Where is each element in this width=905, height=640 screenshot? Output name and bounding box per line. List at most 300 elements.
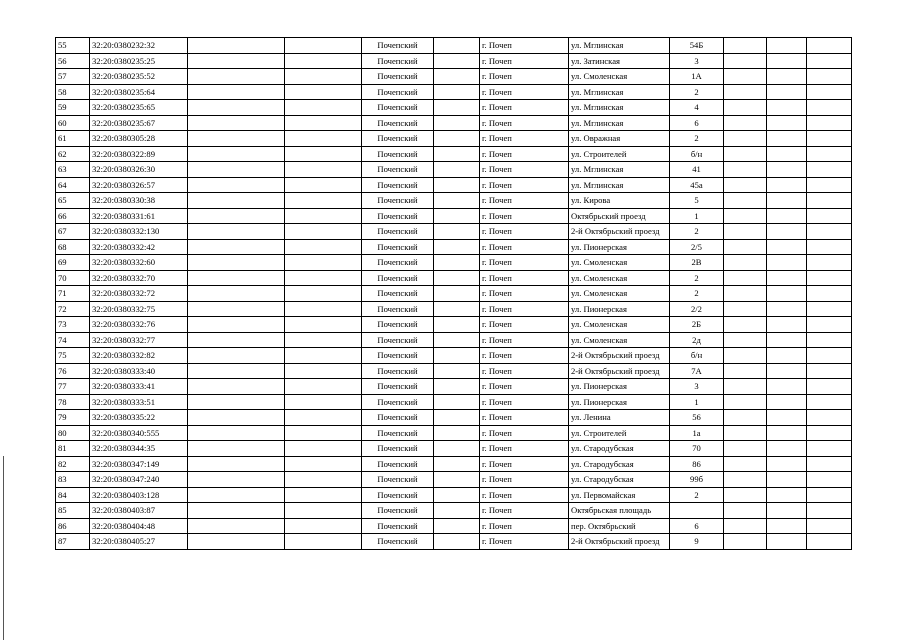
- empty-cell: [434, 224, 480, 240]
- empty-cell: [188, 534, 285, 550]
- empty-cell: [285, 472, 362, 488]
- district-cell: Почепский: [362, 379, 434, 395]
- empty-cell: [807, 518, 852, 534]
- street-cell: ул. Смоленская: [569, 270, 670, 286]
- empty-cell: [724, 53, 767, 69]
- cadastral-number-cell: 32:20:0380235:65: [90, 100, 188, 116]
- empty-cell: [807, 332, 852, 348]
- empty-cell: [807, 115, 852, 131]
- empty-cell: [767, 363, 807, 379]
- empty-cell: [434, 270, 480, 286]
- empty-cell: [188, 193, 285, 209]
- locality-cell: г. Почеп: [480, 332, 569, 348]
- row-number-cell: 76: [56, 363, 90, 379]
- empty-cell: [188, 363, 285, 379]
- empty-cell: [807, 441, 852, 457]
- house-number-cell: 2Б: [670, 317, 724, 333]
- empty-cell: [767, 146, 807, 162]
- empty-cell: [807, 270, 852, 286]
- locality-cell: г. Почеп: [480, 363, 569, 379]
- empty-cell: [807, 317, 852, 333]
- empty-cell: [285, 255, 362, 271]
- street-cell: пер. Октябрьский: [569, 518, 670, 534]
- empty-cell: [285, 379, 362, 395]
- house-number-cell: 1: [670, 208, 724, 224]
- cadastral-number-cell: 32:20:0380340:555: [90, 425, 188, 441]
- house-number-cell: 86: [670, 456, 724, 472]
- empty-cell: [188, 38, 285, 54]
- empty-cell: [285, 410, 362, 426]
- empty-cell: [434, 317, 480, 333]
- district-cell: Почепский: [362, 286, 434, 302]
- row-number-cell: 64: [56, 177, 90, 193]
- empty-cell: [724, 487, 767, 503]
- empty-cell: [434, 363, 480, 379]
- empty-cell: [188, 131, 285, 147]
- empty-cell: [434, 332, 480, 348]
- row-number-cell: 66: [56, 208, 90, 224]
- house-number-cell: 41: [670, 162, 724, 178]
- cadastral-number-cell: 32:20:0380403:87: [90, 503, 188, 519]
- row-number-cell: 71: [56, 286, 90, 302]
- row-number-cell: 72: [56, 301, 90, 317]
- empty-cell: [285, 518, 362, 534]
- empty-cell: [434, 38, 480, 54]
- table-row: [56, 394, 852, 410]
- empty-cell: [767, 53, 807, 69]
- empty-cell: [188, 53, 285, 69]
- empty-cell: [807, 69, 852, 85]
- row-number-cell: 77: [56, 379, 90, 395]
- empty-cell: [767, 38, 807, 54]
- empty-cell: [285, 348, 362, 364]
- empty-cell: [285, 270, 362, 286]
- empty-cell: [285, 38, 362, 54]
- empty-cell: [724, 317, 767, 333]
- district-cell: Почепский: [362, 317, 434, 333]
- empty-cell: [188, 208, 285, 224]
- empty-cell: [285, 162, 362, 178]
- empty-cell: [724, 410, 767, 426]
- row-number-cell: 85: [56, 503, 90, 519]
- empty-cell: [767, 379, 807, 395]
- table-row: [56, 441, 852, 457]
- row-number-cell: 56: [56, 53, 90, 69]
- district-cell: Почепский: [362, 193, 434, 209]
- district-cell: Почепский: [362, 503, 434, 519]
- empty-cell: [188, 100, 285, 116]
- empty-cell: [807, 348, 852, 364]
- street-cell: ул. Мглинская: [569, 162, 670, 178]
- cadastral-number-cell: 32:20:0380332:77: [90, 332, 188, 348]
- empty-cell: [188, 394, 285, 410]
- empty-cell: [188, 239, 285, 255]
- empty-cell: [807, 193, 852, 209]
- empty-cell: [434, 441, 480, 457]
- empty-cell: [434, 208, 480, 224]
- empty-cell: [767, 193, 807, 209]
- table-row: [56, 131, 852, 147]
- empty-cell: [724, 69, 767, 85]
- empty-cell: [434, 379, 480, 395]
- row-number-cell: 81: [56, 441, 90, 457]
- table-row: [56, 69, 852, 85]
- empty-cell: [285, 224, 362, 240]
- row-number-cell: 78: [56, 394, 90, 410]
- empty-cell: [434, 503, 480, 519]
- district-cell: Почепский: [362, 162, 434, 178]
- empty-cell: [434, 84, 480, 100]
- empty-cell: [188, 456, 285, 472]
- street-cell: ул. Пионерская: [569, 301, 670, 317]
- street-cell: Октябрьская площадь: [569, 503, 670, 519]
- house-number-cell: 2: [670, 224, 724, 240]
- empty-cell: [724, 363, 767, 379]
- table-row: [56, 286, 852, 302]
- empty-cell: [188, 84, 285, 100]
- empty-cell: [767, 162, 807, 178]
- empty-cell: [285, 301, 362, 317]
- street-cell: ул. Строителей: [569, 425, 670, 441]
- street-cell: ул. Пионерская: [569, 379, 670, 395]
- table-row: [56, 456, 852, 472]
- cadastral-number-cell: 32:20:0380347:149: [90, 456, 188, 472]
- house-number-cell: 2: [670, 487, 724, 503]
- street-cell: 2-й Октябрьский проезд: [569, 534, 670, 550]
- district-cell: Почепский: [362, 270, 434, 286]
- street-cell: ул. Стародубская: [569, 472, 670, 488]
- empty-cell: [807, 425, 852, 441]
- empty-cell: [807, 379, 852, 395]
- street-cell: ул. Смоленская: [569, 255, 670, 271]
- empty-cell: [724, 177, 767, 193]
- empty-cell: [724, 379, 767, 395]
- empty-cell: [767, 348, 807, 364]
- empty-cell: [767, 472, 807, 488]
- street-cell: ул. Мглинская: [569, 115, 670, 131]
- street-cell: ул. Мглинская: [569, 177, 670, 193]
- row-number-cell: 65: [56, 193, 90, 209]
- empty-cell: [724, 270, 767, 286]
- empty-cell: [807, 410, 852, 426]
- empty-cell: [724, 193, 767, 209]
- house-number-cell: 2/5: [670, 239, 724, 255]
- district-cell: Почепский: [362, 425, 434, 441]
- table-row: [56, 332, 852, 348]
- district-cell: Почепский: [362, 255, 434, 271]
- district-cell: Почепский: [362, 208, 434, 224]
- cadastral-number-cell: 32:20:0380235:64: [90, 84, 188, 100]
- empty-cell: [434, 487, 480, 503]
- empty-cell: [285, 332, 362, 348]
- empty-cell: [434, 286, 480, 302]
- district-cell: Почепский: [362, 177, 434, 193]
- empty-cell: [724, 441, 767, 457]
- empty-cell: [285, 146, 362, 162]
- table-row: [56, 379, 852, 395]
- empty-cell: [434, 301, 480, 317]
- district-cell: Почепский: [362, 301, 434, 317]
- row-number-cell: 80: [56, 425, 90, 441]
- row-number-cell: 74: [56, 332, 90, 348]
- cadastral-number-cell: 32:20:0380332:82: [90, 348, 188, 364]
- table-row: [56, 472, 852, 488]
- empty-cell: [188, 317, 285, 333]
- empty-cell: [724, 286, 767, 302]
- district-cell: Почепский: [362, 239, 434, 255]
- table-row: [56, 193, 852, 209]
- street-cell: 2-й Октябрьский проезд: [569, 348, 670, 364]
- empty-cell: [434, 255, 480, 271]
- cadastral-number-cell: 32:20:0380326:57: [90, 177, 188, 193]
- locality-cell: г. Почеп: [480, 115, 569, 131]
- table-row: [56, 177, 852, 193]
- empty-cell: [188, 286, 285, 302]
- cadastral-number-cell: 32:20:0380235:52: [90, 69, 188, 85]
- street-cell: ул. Смоленская: [569, 286, 670, 302]
- empty-cell: [434, 348, 480, 364]
- empty-cell: [724, 208, 767, 224]
- empty-cell: [434, 518, 480, 534]
- empty-cell: [285, 503, 362, 519]
- empty-cell: [188, 487, 285, 503]
- empty-cell: [724, 301, 767, 317]
- house-number-cell: 70: [670, 441, 724, 457]
- empty-cell: [807, 208, 852, 224]
- locality-cell: г. Почеп: [480, 441, 569, 457]
- locality-cell: г. Почеп: [480, 193, 569, 209]
- empty-cell: [767, 69, 807, 85]
- district-cell: Почепский: [362, 131, 434, 147]
- district-cell: Почепский: [362, 394, 434, 410]
- empty-cell: [724, 131, 767, 147]
- house-number-cell: 2: [670, 84, 724, 100]
- empty-cell: [188, 162, 285, 178]
- street-cell: ул. Кирова: [569, 193, 670, 209]
- street-cell: ул. Строителей: [569, 146, 670, 162]
- empty-cell: [807, 100, 852, 116]
- empty-cell: [285, 208, 362, 224]
- empty-cell: [434, 100, 480, 116]
- empty-cell: [188, 472, 285, 488]
- empty-cell: [807, 177, 852, 193]
- locality-cell: г. Почеп: [480, 208, 569, 224]
- cadastral-number-cell: 32:20:0380347:240: [90, 472, 188, 488]
- street-cell: ул. Стародубская: [569, 456, 670, 472]
- empty-cell: [724, 146, 767, 162]
- row-number-cell: 70: [56, 270, 90, 286]
- empty-cell: [724, 115, 767, 131]
- empty-cell: [724, 162, 767, 178]
- row-number-cell: 69: [56, 255, 90, 271]
- row-number-cell: 73: [56, 317, 90, 333]
- empty-cell: [285, 456, 362, 472]
- empty-cell: [767, 224, 807, 240]
- empty-cell: [724, 332, 767, 348]
- cadastral-number-cell: 32:20:0380403:128: [90, 487, 188, 503]
- empty-cell: [767, 115, 807, 131]
- empty-cell: [724, 84, 767, 100]
- empty-cell: [285, 394, 362, 410]
- row-number-cell: 61: [56, 131, 90, 147]
- empty-cell: [807, 146, 852, 162]
- empty-cell: [724, 394, 767, 410]
- district-cell: Почепский: [362, 224, 434, 240]
- locality-cell: г. Почеп: [480, 255, 569, 271]
- district-cell: Почепский: [362, 518, 434, 534]
- empty-cell: [285, 115, 362, 131]
- empty-cell: [285, 53, 362, 69]
- house-number-cell: 2: [670, 270, 724, 286]
- locality-cell: г. Почеп: [480, 301, 569, 317]
- table-body: [56, 38, 852, 550]
- street-cell: ул. Смоленская: [569, 332, 670, 348]
- table-row: [56, 348, 852, 364]
- empty-cell: [188, 441, 285, 457]
- empty-cell: [724, 239, 767, 255]
- locality-cell: г. Почеп: [480, 379, 569, 395]
- locality-cell: г. Почеп: [480, 131, 569, 147]
- cadastral-number-cell: 32:20:0380332:130: [90, 224, 188, 240]
- row-number-cell: 82: [56, 456, 90, 472]
- locality-cell: г. Почеп: [480, 518, 569, 534]
- empty-cell: [285, 286, 362, 302]
- empty-cell: [767, 332, 807, 348]
- empty-cell: [724, 224, 767, 240]
- table-row: [56, 317, 852, 333]
- table-row: [56, 84, 852, 100]
- locality-cell: г. Почеп: [480, 503, 569, 519]
- empty-cell: [188, 115, 285, 131]
- district-cell: Почепский: [362, 472, 434, 488]
- empty-cell: [767, 394, 807, 410]
- empty-cell: [188, 177, 285, 193]
- empty-cell: [807, 255, 852, 271]
- house-number-cell: 1а: [670, 425, 724, 441]
- empty-cell: [807, 301, 852, 317]
- house-number-cell: 1: [670, 394, 724, 410]
- street-cell: ул. Мглинская: [569, 84, 670, 100]
- district-cell: Почепский: [362, 332, 434, 348]
- house-number-cell: 56: [670, 410, 724, 426]
- empty-cell: [724, 348, 767, 364]
- empty-cell: [188, 270, 285, 286]
- row-number-cell: 63: [56, 162, 90, 178]
- empty-cell: [724, 425, 767, 441]
- locality-cell: г. Почеп: [480, 100, 569, 116]
- row-number-cell: 86: [56, 518, 90, 534]
- empty-cell: [767, 100, 807, 116]
- empty-cell: [767, 177, 807, 193]
- empty-cell: [434, 472, 480, 488]
- locality-cell: г. Почеп: [480, 394, 569, 410]
- district-cell: Почепский: [362, 53, 434, 69]
- empty-cell: [807, 53, 852, 69]
- district-cell: Почепский: [362, 441, 434, 457]
- house-number-cell: 2д: [670, 332, 724, 348]
- table-row: [56, 239, 852, 255]
- row-number-cell: 67: [56, 224, 90, 240]
- empty-cell: [285, 534, 362, 550]
- street-cell: ул. Пионерская: [569, 394, 670, 410]
- locality-cell: г. Почеп: [480, 487, 569, 503]
- empty-cell: [188, 301, 285, 317]
- district-cell: Почепский: [362, 363, 434, 379]
- locality-cell: г. Почеп: [480, 425, 569, 441]
- table-row: [56, 115, 852, 131]
- empty-cell: [434, 115, 480, 131]
- empty-cell: [807, 162, 852, 178]
- cadastral-number-cell: 32:20:0380305:28: [90, 131, 188, 147]
- house-number-cell: 54Б: [670, 38, 724, 54]
- empty-cell: [434, 193, 480, 209]
- empty-cell: [188, 146, 285, 162]
- empty-cell: [188, 224, 285, 240]
- empty-cell: [767, 239, 807, 255]
- district-cell: Почепский: [362, 410, 434, 426]
- empty-cell: [188, 518, 285, 534]
- house-number-cell: 4: [670, 100, 724, 116]
- table-row: [56, 534, 852, 550]
- house-number-cell: 7А: [670, 363, 724, 379]
- district-cell: Почепский: [362, 487, 434, 503]
- house-number-cell: 5: [670, 193, 724, 209]
- cadastral-number-cell: 32:20:0380322:89: [90, 146, 188, 162]
- table-row: [56, 38, 852, 54]
- locality-cell: г. Почеп: [480, 177, 569, 193]
- district-cell: Почепский: [362, 38, 434, 54]
- street-cell: ул. Смоленская: [569, 317, 670, 333]
- house-number-cell: 45а: [670, 177, 724, 193]
- cadastral-number-cell: 32:20:0380332:76: [90, 317, 188, 333]
- empty-cell: [285, 100, 362, 116]
- empty-cell: [767, 317, 807, 333]
- empty-cell: [807, 394, 852, 410]
- table-row: [56, 425, 852, 441]
- table-row: [56, 301, 852, 317]
- street-cell: 2-й Октябрьский проезд: [569, 363, 670, 379]
- district-cell: Почепский: [362, 348, 434, 364]
- row-number-cell: 58: [56, 84, 90, 100]
- empty-cell: [767, 270, 807, 286]
- empty-cell: [807, 38, 852, 54]
- cadastral-number-cell: 32:20:0380333:41: [90, 379, 188, 395]
- empty-cell: [807, 239, 852, 255]
- row-number-cell: 62: [56, 146, 90, 162]
- empty-cell: [724, 100, 767, 116]
- empty-cell: [188, 332, 285, 348]
- empty-cell: [807, 456, 852, 472]
- empty-cell: [724, 534, 767, 550]
- empty-cell: [434, 410, 480, 426]
- house-number-cell: 2В: [670, 255, 724, 271]
- district-cell: Почепский: [362, 456, 434, 472]
- empty-cell: [807, 472, 852, 488]
- locality-cell: г. Почеп: [480, 270, 569, 286]
- locality-cell: г. Почеп: [480, 146, 569, 162]
- table-row: [56, 162, 852, 178]
- empty-cell: [285, 487, 362, 503]
- empty-cell: [724, 456, 767, 472]
- empty-cell: [434, 239, 480, 255]
- row-number-cell: 87: [56, 534, 90, 550]
- table-row: [56, 100, 852, 116]
- street-cell: ул. Ленина: [569, 410, 670, 426]
- district-cell: Почепский: [362, 100, 434, 116]
- row-number-cell: 60: [56, 115, 90, 131]
- empty-cell: [285, 441, 362, 457]
- table-row: [56, 53, 852, 69]
